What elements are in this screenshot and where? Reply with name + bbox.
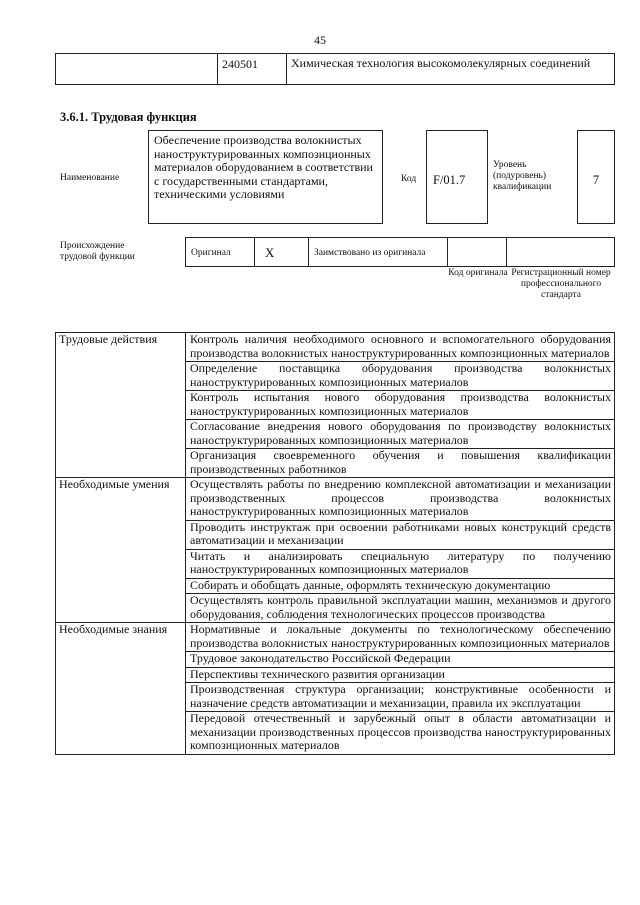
- table-row: [56, 623, 615, 652]
- origin-borrowed-label: Заимствовано из оригинала: [314, 248, 426, 258]
- table-cell: Контроль наличия необходимого основного и вспомогательного оборудования производства волокнистых наноструктурированных композиционных материалов: [186, 333, 615, 362]
- table-cell: Читать и анализировать специальную литературу по получению наноструктурированных композиционных материалов: [186, 549, 615, 578]
- table-row: [56, 478, 615, 521]
- name-value: Обеспечение производства волокнистых наноструктурированных композиционных материалов оборудованием в соответствии с государственными стандартами, техническими условиями: [154, 133, 373, 201]
- top-table-code: 240501: [222, 57, 258, 71]
- name-label: Наименование: [60, 173, 120, 183]
- page-number: 45: [314, 33, 326, 47]
- origin-code-cell: [447, 237, 507, 267]
- code-label: Код: [401, 174, 417, 184]
- category-cell: Необходимые умения: [56, 478, 186, 623]
- name-value-box: [148, 130, 383, 224]
- origin-mark-cell: [254, 237, 309, 267]
- table-cell: Организация своевременного обучения и повышения квалификации производственных работников: [186, 449, 615, 478]
- origin-reg-cell: [506, 237, 615, 267]
- code-value-box: [426, 130, 488, 224]
- category-cell: Необходимые знания: [56, 623, 186, 755]
- table-cell: Проводить инструктаж при освоении работниками новых конструкций средств автоматизации и механизации: [186, 520, 615, 549]
- table-cell: Собирать и обобщать данные, оформлять техническую документацию: [186, 578, 615, 594]
- origin-mark: X: [265, 245, 275, 260]
- top-table-name-cell: [286, 53, 615, 85]
- top-table-empty-cell: [55, 53, 218, 85]
- table-cell: Передовой отечественный и зарубежный опыт в области автоматизации и механизации производственных процессов производства наноструктурированных композиционных материалов: [186, 712, 615, 755]
- table-cell: Определение поставщика оборудования производства волокнистых наноструктурированных композиционных материалов: [186, 362, 615, 391]
- table-cell: Перспективы технического развития организации: [186, 667, 615, 683]
- table-cell: Согласование внедрения нового оборудования по производству волокнистых наноструктурированных композиционных материалов: [186, 420, 615, 449]
- table-cell: Контроль испытания нового оборудования производства волокнистых наноструктурированных композиционных материалов: [186, 391, 615, 420]
- main-table: [55, 332, 615, 755]
- level-label: Уровень (подуровень) квалификации: [493, 160, 552, 192]
- category-cell: Трудовые действия: [56, 333, 186, 478]
- level-value: 7: [592, 173, 600, 187]
- origin-original-label: Оригинал: [191, 248, 231, 258]
- table-cell: Осуществлять работы по внедрению комплексной автоматизации и механизации производственных процессов производства волокнистых наноструктурированных композиционных материалов: [186, 478, 615, 521]
- table-cell: Трудовое законодательство Российской Федерации: [186, 652, 615, 668]
- top-table-name: Химическая технология высокомолекулярных соединений: [291, 56, 591, 70]
- table-row: [56, 333, 615, 362]
- section-title: 3.6.1. Трудовая функция: [60, 110, 197, 124]
- origin-label: Происхождение трудовой функции: [60, 241, 135, 262]
- table-cell: Производственная структура организации; конструктивные особенности и назначение средств автоматизации и механизации, правила их эксплуатации: [186, 683, 615, 712]
- origin-col-code: Код оригинала: [448, 268, 508, 278]
- origin-col-reg: Регистрационный номер профессионального стандарта: [511, 268, 611, 300]
- top-table-code-cell: [217, 53, 287, 85]
- code-value: F/01.7: [433, 173, 466, 187]
- level-value-box: [577, 130, 615, 224]
- origin-borrowed-cell: [308, 237, 448, 267]
- origin-original-cell: [185, 237, 255, 267]
- table-cell: Осуществлять контроль правильной эксплуатации машин, механизмов и другого оборудования, соблюдения технологических процессов производства: [186, 594, 615, 623]
- table-cell: Нормативные и локальные документы по технологическому обеспечению производства волокнистых наноструктурированных композиционных материалов: [186, 623, 615, 652]
